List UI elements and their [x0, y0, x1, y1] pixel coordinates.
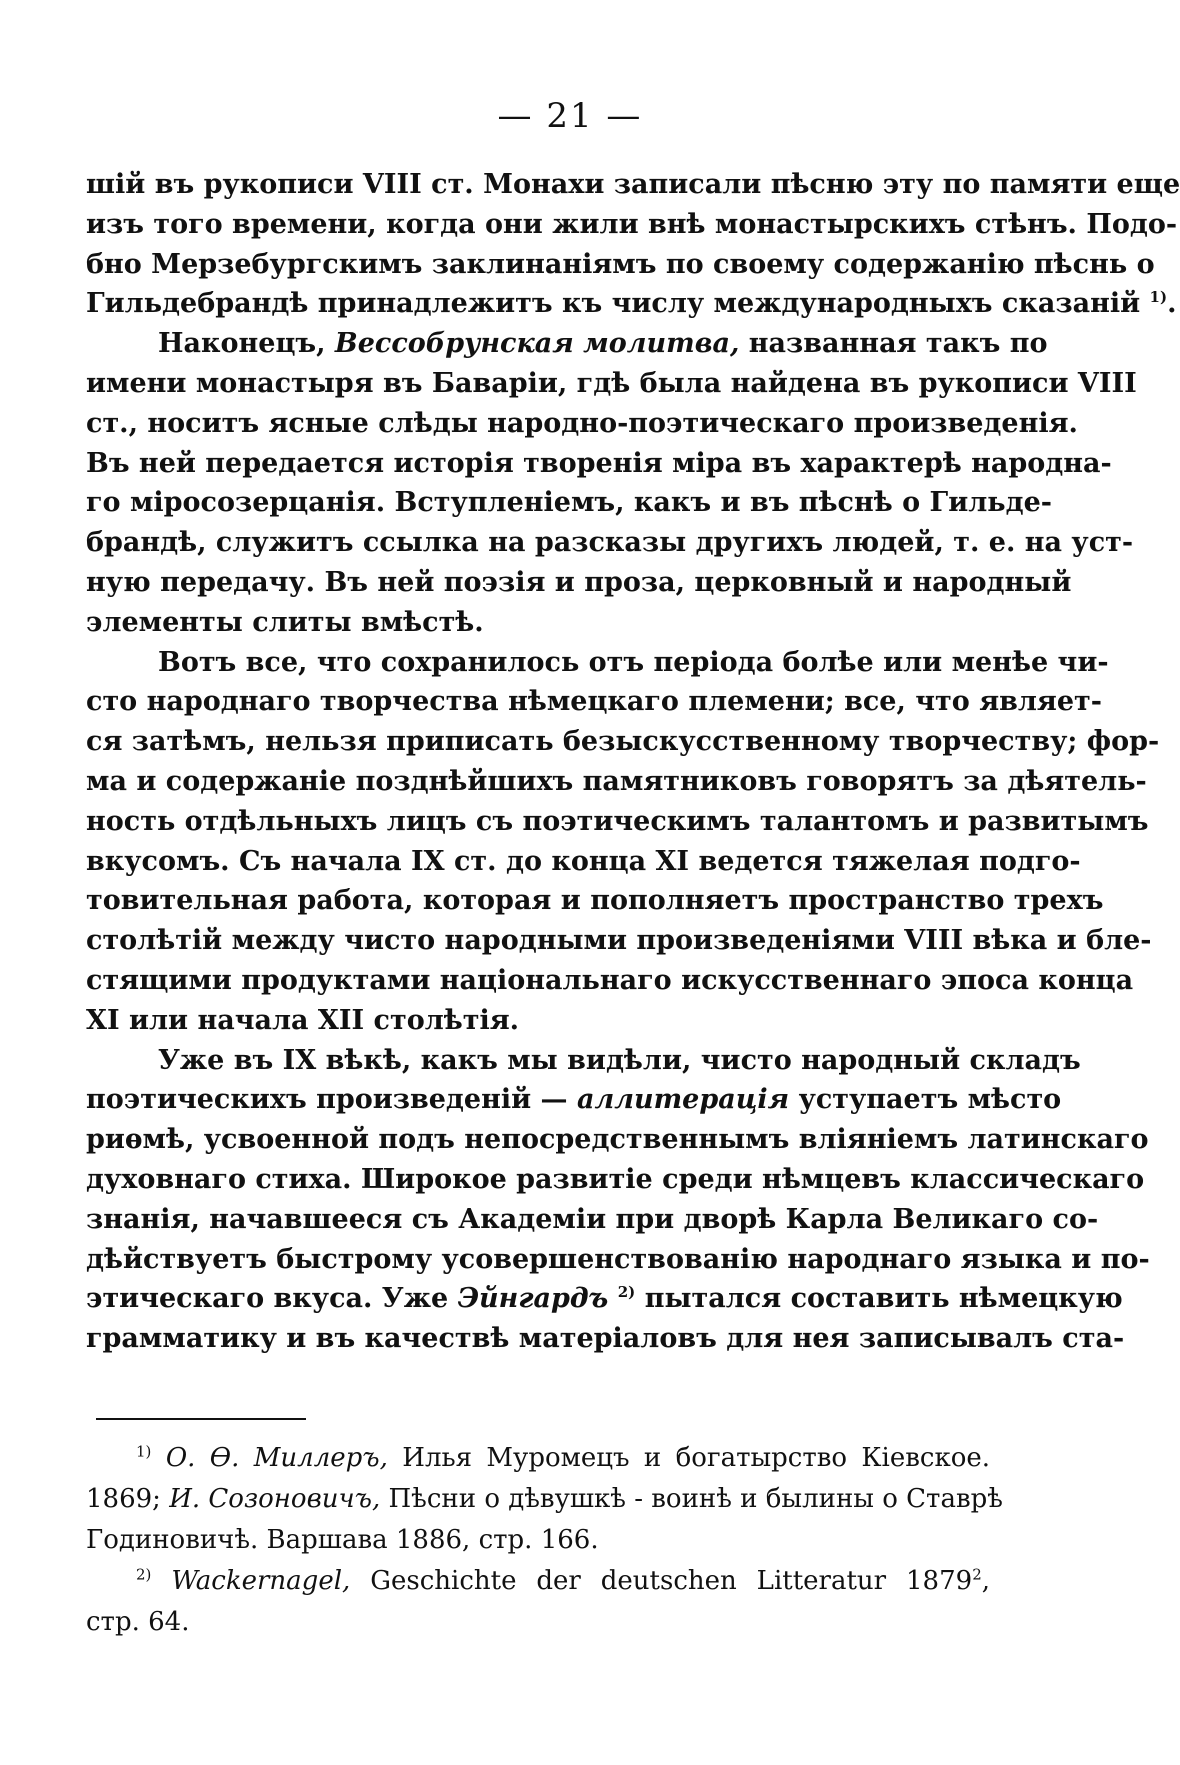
footnote-1 [86, 1438, 990, 1479]
text-segment: названная такъ по [748, 328, 1048, 360]
footnote-separator [96, 1418, 306, 1420]
footnote-line [86, 1479, 1003, 1520]
footnote-ref-1: 1) [1149, 288, 1168, 307]
main-text [86, 165, 1180, 1359]
footnote-marker-2: 2) [136, 1565, 152, 1584]
text-segment: пытался составить нѣмецкую [644, 1283, 1123, 1315]
title-wessobrunn-prayer: Вессобрунская молитва, [334, 328, 740, 360]
text-line: ся затѣмъ, нельзя приписать безыскусственному творчеству; фор- [86, 726, 1160, 758]
text-line: элементы слиты вмѣстѣ. [86, 606, 484, 638]
footnotes [86, 1438, 1003, 1643]
text-line: изъ того времени, когда они жили внѣ монастырскихъ стѣнъ. Подо- [86, 208, 1178, 240]
text-line: сто народнаго творчества нѣмецкаго племени; все, что являет- [86, 686, 1102, 718]
name-einhard: Эйнгардъ [457, 1283, 609, 1315]
text-line: столѣтій между чисто народными произведеніями VIII вѣка и бле- [86, 925, 1152, 957]
text-segment: Наконецъ, [158, 328, 326, 360]
footnote-text: Geschichte der deutschen Litteratur 1879 [370, 1566, 973, 1596]
term-alliteration: аллитерація [576, 1084, 790, 1116]
footnote-text: 1869; [86, 1484, 161, 1514]
paragraph-start: Вотъ все, что сохранилось отъ періода болѣе или менѣе чи- [158, 646, 1109, 678]
footnote-2 [86, 1561, 990, 1602]
text-segment: поэтическихъ произведеній — [86, 1084, 568, 1116]
text-line: ст., носитъ ясные слѣды народно-поэтическаго произведенія. [86, 407, 1078, 439]
text-line: вкусомъ. Съ начала IX ст. до конца XI ведется тяжелая подго- [86, 845, 1081, 877]
page-number: — 21 — [497, 96, 643, 136]
edition-mark: 2 [972, 1565, 982, 1584]
text-line: ма и содержаніе позднѣйшихъ памятниковъ говорятъ за дѣятель- [86, 765, 1147, 797]
text-line: имени монастыря въ Баваріи, гдѣ была найдена въ рукописи VIII [86, 367, 1137, 399]
text-line: Гильдебрандѣ принадлежитъ къ числу международныхъ сказаній $^{1)}$. [86, 288, 1177, 320]
text-line: дѣйствуетъ быстрому усовершенствованію народнаго языка и по- [86, 1243, 1150, 1275]
paragraph-start [86, 324, 1048, 364]
footnote-author: Wackernagel, [171, 1566, 351, 1596]
text-segment: этическаго вкуса. Уже [86, 1283, 449, 1315]
text-line: духовнаго стиха. Широкое развитіе среди нѣмцевъ классическаго [86, 1163, 1145, 1195]
footnote-line: Годиновичѣ. Варшава 1886, стр. 166. [86, 1525, 599, 1555]
text-line: знанія, начавшееся съ Академіи при дворѣ Карла Великаго со- [86, 1203, 1099, 1235]
text-line: товительная работа, которая и пополняетъ пространство трехъ [86, 885, 1104, 917]
text-line: грамматику и въ качествѣ матеріаловъ для нея записывалъ ста- [86, 1323, 1125, 1355]
text-line: Въ ней передается исторія творенія міра въ характерѣ народна- [86, 447, 1112, 479]
text-line: ную передачу. Въ ней поэзія и проза, церковный и народный [86, 566, 1072, 598]
paragraph-start: Уже въ IX вѣкѣ, какъ мы видѣли, чисто народный складъ [158, 1044, 1081, 1076]
text-line: го міросозерцанія. Вступленіемъ, какъ и въ пѣснѣ о Гильде- [86, 487, 1052, 519]
text-segment: уступаетъ мѣсто [798, 1084, 1062, 1116]
footnote-ref-2: 2) [617, 1283, 636, 1302]
text-line: ность отдѣльныхъ лицъ съ поэтическимъ талантомъ и развитымъ [86, 805, 1149, 837]
footnote-author: И. Созоновичъ, [169, 1484, 381, 1514]
footnote-line: стр. 64. [86, 1607, 190, 1637]
text-line: риѳмѣ, усвоенной подъ непосредственнымъ вліяніемъ латинскаго [86, 1124, 1149, 1156]
text-line: XI или начала XII столѣтія. [86, 1004, 520, 1036]
text-segment: Гильдебрандѣ принадлежитъ къ числу международныхъ сказаній [86, 288, 1141, 320]
text-line: бно Мерзебургскимъ заклинаніямъ по своему содержанію пѣснь о [86, 248, 1155, 280]
footnote-marker-1: 1) [136, 1442, 152, 1461]
footnote-text: Пѣсни о дѣвушкѣ - воинѣ и былины о Ставрѣ [388, 1484, 1003, 1514]
text-line [86, 1279, 1123, 1319]
text-line [86, 1080, 1062, 1120]
footnote-text: , [981, 1566, 990, 1596]
text-line: стящими продуктами національнаго искусственнаго эпоса конца [86, 964, 1134, 996]
footnote-text: Илья Муромецъ и богатырство Кіевское. [402, 1443, 991, 1473]
footnote-author: О. Ѳ. Миллеръ, [165, 1443, 388, 1473]
text-line: шій въ рукописи VIII ст. Монахи записали пѣсню эту по памяти еще [86, 169, 1180, 200]
text-line: брандѣ, служитъ ссылка на разсказы другихъ людей, т. е. на уст- [86, 527, 1134, 559]
